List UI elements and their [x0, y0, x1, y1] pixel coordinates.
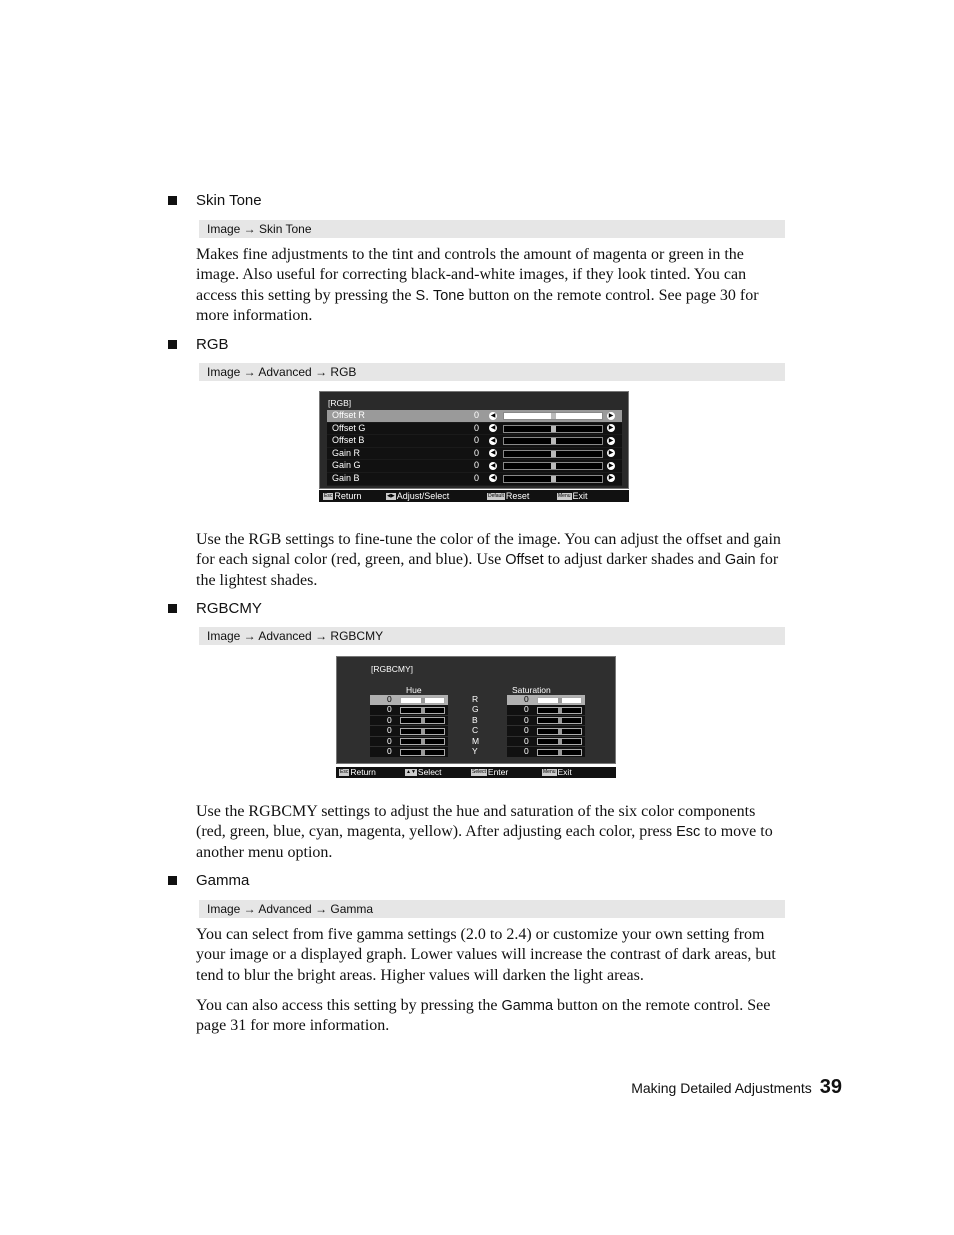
heading-text: Skin Tone [196, 192, 262, 209]
saturation-cell[interactable] [507, 726, 585, 736]
rgb-menu-rows [327, 410, 622, 486]
select-key-icon: Select [472, 769, 486, 776]
slider-knob[interactable] [421, 718, 425, 723]
setting-value: 0 [524, 725, 529, 736]
color-label: Y [472, 746, 478, 756]
text: You can also access this setting by pressing the [196, 997, 498, 1014]
color-label: C [472, 725, 479, 736]
increase-arrow-icon[interactable]: ▶ [608, 412, 614, 419]
button-name-s-tone: S. Tone [415, 287, 465, 304]
menu-path-gamma: Image → Advanced → Gamma [199, 900, 785, 918]
setting-value: 0 [524, 704, 529, 715]
setting-value: 0 [524, 714, 529, 725]
increase-arrow-icon[interactable]: ▶ [608, 437, 614, 444]
footer-enter [471, 767, 508, 778]
rgb-menu-row[interactable] [327, 435, 622, 448]
decrease-arrow-icon[interactable]: ◀ [490, 425, 496, 432]
menu-path-skin-tone: Image → Skin Tone [199, 220, 785, 238]
setting-label: Gain R [332, 447, 361, 458]
heading-rgbcmy [168, 600, 262, 617]
setting-slider[interactable] [537, 707, 582, 714]
text: to adjust darker shades and [547, 551, 721, 569]
bullet-square-icon [168, 196, 177, 205]
saturation-cell[interactable] [507, 716, 585, 726]
slider-knob[interactable] [551, 476, 556, 482]
slider-knob[interactable] [558, 750, 562, 755]
setting-value: 0 [474, 422, 480, 433]
paragraph-skin-tone [196, 245, 788, 327]
decrease-arrow-icon[interactable]: ◀ [490, 437, 496, 444]
slider-knob[interactable] [558, 698, 562, 703]
setting-value: 0 [387, 694, 392, 704]
decrease-arrow-icon[interactable]: ◀ [490, 462, 496, 469]
label: Select [417, 767, 442, 777]
decrease-arrow-icon[interactable]: ◀ [490, 412, 496, 419]
slider-knob[interactable] [558, 708, 562, 713]
saturation-column-header: Saturation [512, 685, 551, 695]
setting-slider[interactable] [400, 738, 445, 745]
setting-slider[interactable] [400, 707, 445, 714]
saturation-cell[interactable] [507, 747, 585, 757]
setting-value: 0 [524, 735, 529, 746]
label: Exit [572, 491, 588, 501]
increase-arrow-icon[interactable]: ▶ [608, 462, 614, 469]
esc-key-icon: Esc [324, 493, 333, 500]
page-number: 39 [819, 1076, 842, 1098]
setting-value: 0 [474, 435, 480, 446]
increase-arrow-icon[interactable]: ▶ [608, 450, 614, 457]
rgb-menu-panel [319, 391, 629, 489]
setting-label: Offset G [332, 422, 366, 433]
page-footer [631, 1076, 842, 1099]
setting-slider[interactable] [503, 450, 603, 458]
setting-name-gain: Gain [724, 552, 756, 569]
heading-rgb [168, 336, 229, 353]
color-label: M [472, 735, 480, 746]
menu-key-icon: Menu [543, 769, 556, 776]
setting-name-offset: Offset [505, 552, 544, 569]
footer-return [339, 767, 376, 778]
slider-knob[interactable] [421, 708, 425, 713]
setting-slider[interactable] [537, 728, 582, 735]
setting-slider[interactable] [503, 425, 603, 433]
setting-slider[interactable] [503, 462, 603, 470]
paragraph-rgbcmy [196, 802, 788, 863]
slider-knob[interactable] [421, 729, 425, 734]
footer-reset [487, 490, 529, 502]
rgbcmy-menu-title: [RGBCMY] [371, 664, 414, 674]
text: Use the RGBCMY settings to adjust the hue and saturation of the six color components (red, green, blue, cyan, magenta, yellow). After adjusting each color, press [196, 803, 756, 841]
button-name-esc: Esc [676, 824, 701, 841]
label: Exit [557, 767, 572, 777]
setting-label: Gain G [332, 460, 361, 471]
setting-value: 0 [387, 714, 392, 725]
setting-label: Gain B [332, 472, 360, 483]
setting-slider[interactable] [400, 697, 445, 704]
bullet-square-icon [168, 876, 177, 885]
setting-slider[interactable] [503, 475, 603, 483]
rgb-menu-row[interactable] [327, 448, 622, 461]
footer-exit [557, 490, 588, 502]
footer-adjust-select [386, 490, 449, 502]
label: Adjust/Select [396, 491, 450, 501]
setting-slider[interactable] [537, 697, 582, 704]
text: for the lightest shades. [196, 551, 779, 589]
menu-key-icon: Menu [558, 493, 571, 500]
setting-label: Offset R [332, 410, 365, 420]
hue-cell[interactable] [370, 705, 448, 715]
setting-value: 0 [474, 472, 480, 483]
color-label: B [472, 714, 478, 725]
slider-knob[interactable] [551, 413, 556, 419]
default-key-icon: Default [488, 493, 504, 500]
slider-knob[interactable] [421, 698, 425, 703]
rgb-menu-row[interactable] [327, 473, 622, 486]
footer-return [323, 490, 361, 502]
text: Makes fine adjustments to the tint and controls the amount of magenta or green in the image. Also useful for correcting black-and-white images, if they look tinted. You can access this setting by pressing the [196, 246, 747, 304]
text: button on the remote control. See page 31 for more information. [196, 997, 771, 1035]
setting-slider[interactable] [537, 717, 582, 724]
setting-slider[interactable] [400, 749, 445, 756]
rgb-menu-title: [RGB] [328, 398, 352, 408]
rgb-menu-row[interactable] [327, 410, 622, 423]
setting-slider[interactable] [400, 717, 445, 724]
slider-knob[interactable] [551, 451, 556, 457]
hue-cell[interactable] [370, 726, 448, 736]
footer-title: Making Detailed Adjustments [631, 1080, 812, 1096]
hue-column-header: Hue [406, 685, 422, 695]
button-name-gamma: Gamma [501, 998, 554, 1014]
increase-arrow-icon[interactable]: ▶ [608, 475, 614, 482]
setting-value: 0 [474, 460, 480, 471]
hue-cell[interactable] [370, 695, 448, 705]
setting-value: 0 [474, 447, 480, 458]
setting-value: 0 [387, 735, 392, 746]
text: button on the remote control. See page 30 for more information. [196, 286, 759, 325]
arrow-keys-icon: ◀▶ [387, 493, 395, 500]
menu-path-rgbcmy: Image → Advanced → RGBCMY [199, 627, 785, 645]
text: to move to another menu option. [196, 823, 773, 861]
paragraph-gamma-1: You can select from five gamma settings (2.0 to 2.4) or customize your own setting from your image or a displayed graph. Lower values will increase the contrast of dark areas, but tend to blur the bright areas. Higher values will darken the light areas. [196, 926, 776, 984]
saturation-cell[interactable] [507, 695, 585, 705]
setting-slider[interactable] [537, 738, 582, 745]
rgb-menu-row[interactable] [327, 460, 622, 473]
setting-value: 0 [474, 410, 480, 420]
setting-value: 0 [524, 746, 529, 756]
menu-path-rgb: Image → Advanced → RGB [199, 363, 785, 381]
slider-knob[interactable] [558, 739, 562, 744]
paragraph-rgb [196, 530, 788, 591]
slider-knob[interactable] [421, 750, 425, 755]
slider-knob[interactable] [558, 718, 562, 723]
saturation-cell[interactable] [507, 737, 585, 747]
text: Use the RGB settings to fine-tune the color of the image. You can adjust the offset and gain for each signal color (red, green, and blue). Use [196, 531, 781, 569]
setting-slider[interactable] [537, 749, 582, 756]
label: Return [350, 767, 376, 777]
footer-select [405, 767, 442, 778]
bullet-square-icon [168, 604, 177, 613]
hue-cell[interactable] [370, 747, 448, 757]
slider-knob[interactable] [551, 463, 556, 469]
rgbcmy-menu-footer [336, 767, 616, 778]
hue-cell[interactable] [370, 716, 448, 726]
rgbcmy-menu-row [337, 747, 617, 757]
setting-slider[interactable] [503, 437, 603, 445]
setting-slider[interactable] [503, 412, 603, 420]
saturation-cell[interactable] [507, 705, 585, 715]
setting-value: 0 [387, 725, 392, 736]
heading-skin-tone [168, 192, 262, 209]
heading-text: Gamma [196, 872, 250, 889]
rgbcmy-menu-panel [336, 656, 616, 764]
label: Return [334, 491, 362, 501]
up-down-keys-icon: ▲▼ [406, 769, 416, 776]
heading-gamma [168, 872, 249, 889]
footer-exit [542, 767, 572, 778]
rgb-menu-footer [319, 490, 629, 502]
slider-knob[interactable] [551, 438, 556, 444]
decrease-arrow-icon[interactable]: ◀ [490, 450, 496, 457]
rgb-menu-screenshot [319, 391, 629, 502]
decrease-arrow-icon[interactable]: ◀ [490, 475, 496, 482]
setting-value: 0 [524, 694, 529, 704]
rgb-menu-row[interactable] [327, 423, 622, 436]
setting-value: 0 [387, 704, 392, 715]
paragraph-gamma-2 [196, 996, 788, 1037]
setting-slider[interactable] [400, 728, 445, 735]
slider-knob[interactable] [421, 739, 425, 744]
slider-knob[interactable] [551, 426, 556, 432]
bullet-square-icon [168, 340, 177, 349]
rgbcmy-menu-screenshot [336, 656, 616, 778]
heading-text: RGB [196, 336, 229, 353]
esc-key-icon: Esc [340, 769, 349, 776]
increase-arrow-icon[interactable]: ▶ [608, 425, 614, 432]
setting-label: Offset B [332, 435, 365, 446]
hue-cell[interactable] [370, 737, 448, 747]
label: Reset [505, 491, 530, 501]
setting-value: 0 [387, 746, 392, 756]
label: Enter [487, 767, 509, 777]
color-label: R [472, 694, 479, 704]
color-label: G [472, 704, 479, 715]
heading-text: RGBCMY [196, 600, 262, 617]
slider-knob[interactable] [558, 729, 562, 734]
